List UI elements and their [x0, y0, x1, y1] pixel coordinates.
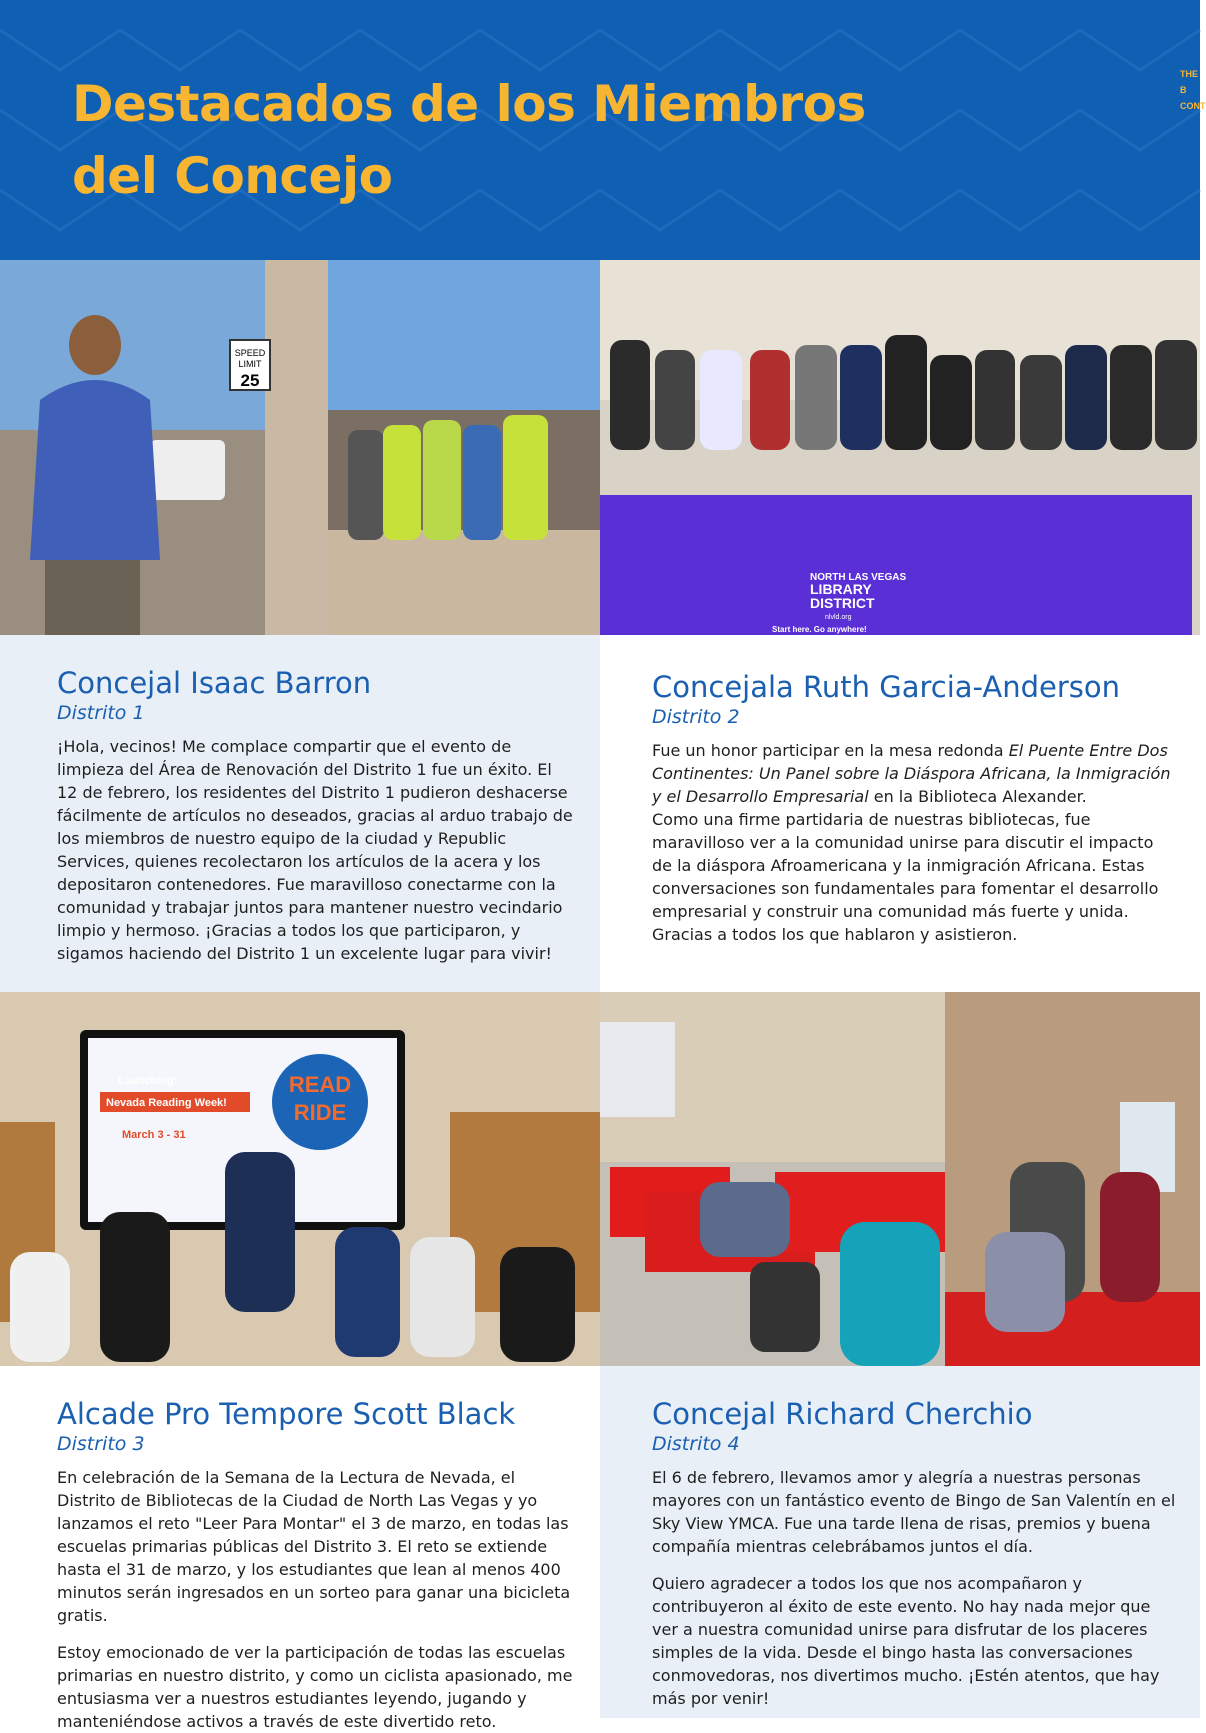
screen-event: Nevada Reading Week!	[106, 1097, 227, 1109]
photo-library-panel	[600, 260, 1200, 635]
library-slogan: Start here. Go anywhere!	[772, 625, 867, 634]
speed-sign-line-2: LIMIT	[238, 359, 262, 369]
member-name: Concejal Isaac Barron	[57, 666, 372, 700]
library-logo-line-1: NORTH LAS VEGAS	[810, 572, 907, 583]
screen-ride: RIDE	[293, 1100, 347, 1125]
member-district: Distrito 3	[57, 1433, 145, 1455]
member-district: Distrito 2	[652, 706, 740, 728]
member-intro-paragraph	[652, 739, 1176, 946]
photo-classroom-read-to-ride	[0, 992, 600, 1366]
member-panel-3	[0, 1366, 600, 1731]
screen-launching: Launching:	[118, 1075, 178, 1087]
member-district: Distrito 1	[57, 702, 145, 724]
event-title: El Puente Entre Dos Continentes: Un Panel sobre la Diáspora Africana, la Inmigración y el Desarrollo Empresarial	[652, 741, 1171, 806]
corner-tag: THE B CONT	[1180, 69, 1206, 111]
member-name: Concejala Ruth Garcia-Anderson	[652, 670, 1120, 704]
speed-sign-value: 25	[240, 371, 260, 390]
member-paragraph: En celebración de la Semana de la Lectura de Nevada, el Distrito de Bibliotecas de la Ciudad de North Las Vegas y yo lanzamos el reto "Leer Para Montar" el 3 de marzo, en todas las escuelas primarias públicas del Distrito 3. El reto se extiende hasta el 31 de marzo, y los estudiantes que lean al menos 400 minutos serán ingresados en un sorteo para ganar una bicicleta gratis.	[57, 1468, 571, 1625]
photo-bingo-group	[945, 992, 1200, 1366]
intro-text: Fue un honor participar en la mesa redonda	[652, 741, 1004, 760]
member-paragraph: Quiero agradecer a todos los que nos acompañaron y contribuyeron al éxito de este evento. No hay nada mejor que ver a nuestra comunidad unirse para disfrutar de los placeres simples de la vida. Desde el bingo hasta las conversaciones conmovedoras, nos divertimos mucho. ¡Estén atentos, que hay más por venir!	[652, 1574, 1160, 1708]
screen-dates: March 3 - 31	[122, 1129, 186, 1141]
member-paragraph: ¡Hola, vecinos! Me complace compartir que el evento de limpieza del Área de Renovación del Distrito 1 fue un éxito. El 12 de febrero, los residentes del Distrito 1 pudieron deshacerse fácilmente de artículos no deseados, gracias al arduo trabajo de los miembros de nuestro equipo de la ciudad y Republic Services, quienes recolectaron los artículos de la acera y los depositaron contenedores. Fue maravilloso conectarme con la comunidad y trabajar juntos para mantener nuestro vecindario limpio y hermoso. ¡Gracias a todos los que participaron, y sigamos haciendo del Distrito 1 un excelente lugar para vivir!	[57, 737, 573, 963]
member-paragraph: Estoy emocionado de ver la participación de todas las escuelas primarias en nuestro distrito, y como un ciclista apasionado, me entusiasma ver a nuestros estudiantes leyendo, jugando y manteniéndose activos a través de este divertido reto.	[57, 1643, 573, 1731]
library-logo-line-2: LIBRARY	[810, 581, 872, 597]
photo-cleanup-spraying	[0, 260, 328, 635]
page-title	[72, 68, 972, 212]
member-name: Concejal Richard Cherchio	[652, 1397, 1033, 1431]
member-panel-4	[600, 1366, 1200, 1718]
photo-bingo-room	[600, 992, 945, 1366]
intro-end: en la Biblioteca Alexander.	[873, 787, 1087, 806]
page-title-line-2: del Concejo	[72, 147, 393, 205]
page-header	[0, 0, 1206, 260]
member-name: Alcade Pro Tempore Scott Black	[57, 1397, 516, 1431]
library-logo-line-3: DISTRICT	[810, 595, 875, 611]
member-paragraph: Como una firme partidaria de nuestras bibliotecas, fue maravilloso ver a la comunidad unirse para discutir el impacto de la diáspora Afroamericana y la inmigración Africana. Estas conversaciones son fundamentales para fomentar el desarrollo empresarial y construir una comunidad más fuerte y unida. Gracias a todos los que hablaron y asistieron.	[652, 810, 1159, 944]
photo-cleanup-crew	[328, 260, 600, 635]
member-panel-2	[600, 635, 1200, 992]
speed-sign-line-1: SPEED	[234, 348, 266, 358]
member-panel-1	[0, 635, 600, 992]
library-logo-url: nlvld.org	[825, 614, 852, 621]
member-district: Distrito 4	[652, 1433, 740, 1455]
screen-read: READ	[288, 1072, 352, 1097]
page-title-line-1: Destacados de los Miembros	[72, 75, 866, 133]
member-paragraph: El 6 de febrero, llevamos amor y alegría a nuestras personas mayores con un fantástico evento de Bingo de San Valentín en el Sky View YMCA. Fue una tarde llena de risas, premios y buena compañía mientras celebrábamos juntos el día.	[652, 1468, 1176, 1556]
